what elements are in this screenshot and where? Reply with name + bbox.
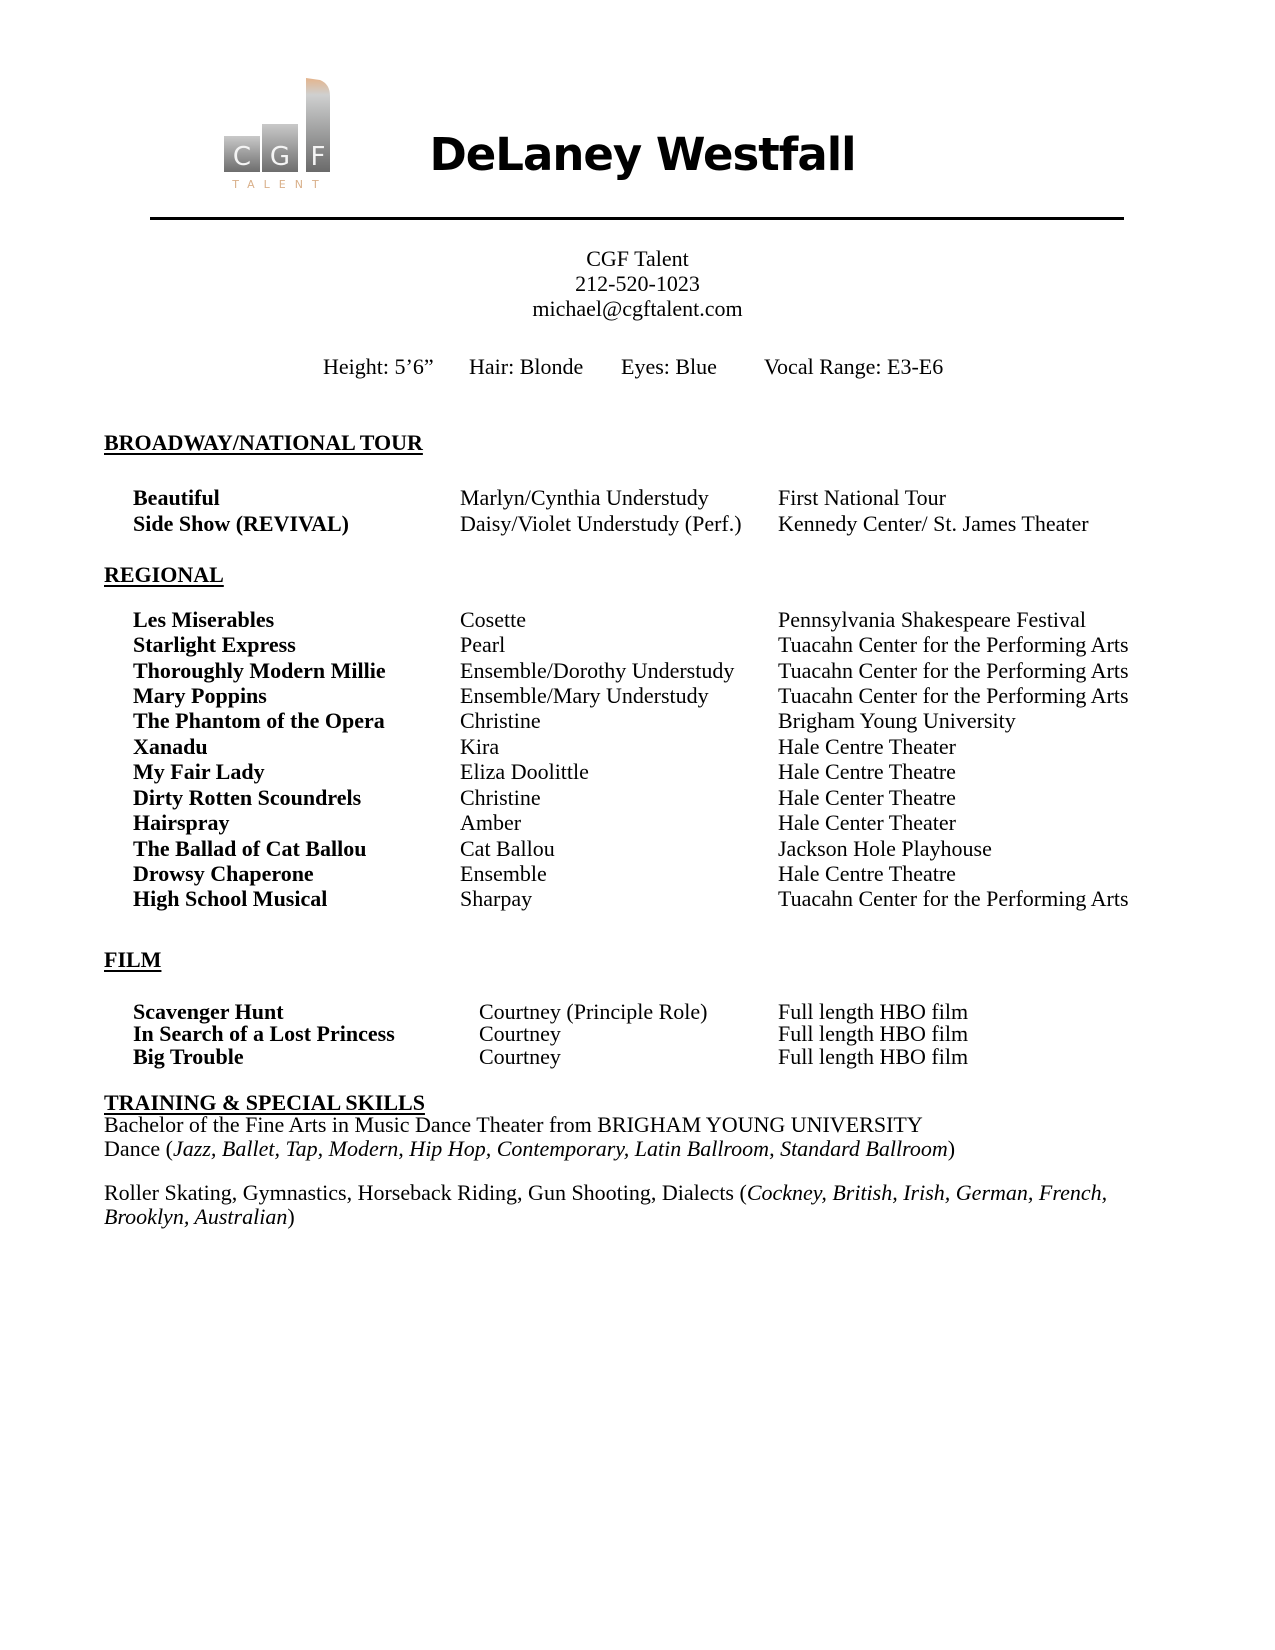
credit-show: Beautiful <box>133 485 220 510</box>
credit-show: Thoroughly Modern Millie <box>133 658 386 683</box>
credit-show: Xanadu <box>133 734 208 759</box>
credit-venue: Jackson Hole Playhouse <box>778 836 992 861</box>
special-skills: Roller Skating, Gymnastics, Horseback Riding, Gun Shooting, Dialects (Cockney, British, Irish, German, French, Brooklyn, Australian) <box>104 1180 1108 1229</box>
credit-venue: Full length HBO film <box>778 999 969 1024</box>
credit-role: Marlyn/Cynthia Understudy <box>460 485 709 510</box>
stat-eyes: Eyes: Blue <box>621 354 717 379</box>
credit-role: Courtney <box>479 1021 561 1046</box>
credit-venue: Brigham Young University <box>778 708 1016 733</box>
credit-row <box>0 632 1275 658</box>
dance-styles: Jazz, Ballet, Tap, Modern, Hip Hop, Contemporary, Latin Ballroom, Standard Ballroom <box>173 1136 948 1161</box>
agency-email: michael@cgftalent.com <box>532 296 743 321</box>
credit-role: Christine <box>460 785 541 810</box>
credit-role: Courtney <box>479 1044 561 1069</box>
credit-role: Ensemble <box>460 861 547 886</box>
credit-show: Hairspray <box>133 810 230 835</box>
credit-venue: Full length HBO film <box>778 1021 969 1046</box>
credit-venue: First National Tour <box>778 485 946 510</box>
credit-venue: Kennedy Center/ St. James Theater <box>778 511 1089 536</box>
credit-venue: Tuacahn Center for the Performing Arts <box>778 632 1129 657</box>
credit-role: Ensemble/Dorothy Understudy <box>460 658 735 683</box>
credit-row <box>0 734 1275 760</box>
section-heading-film: FILM <box>104 947 162 972</box>
stat-vocal-range: Vocal Range: E3-E6 <box>764 354 944 379</box>
credit-venue: Tuacahn Center for the Performing Arts <box>778 683 1129 708</box>
credit-role: Kira <box>460 734 500 759</box>
dialects-list: Cockney, British, Irish, German, French, Brooklyn, Australian <box>104 1180 1108 1229</box>
credit-row <box>0 861 1275 887</box>
training-dance: Dance (Jazz, Ballet, Tap, Modern, Hip Hop, Contemporary, Latin Ballroom, Standard Ballroom) <box>104 1136 956 1161</box>
credit-show: Scavenger Hunt <box>133 999 284 1024</box>
credit-row <box>0 836 1275 862</box>
credit-show: Mary Poppins <box>133 683 267 708</box>
credit-row <box>0 607 1275 633</box>
section-heading-training: TRAINING & SPECIAL SKILLS <box>104 1090 425 1115</box>
credit-role: Courtney (Principle Role) <box>479 999 708 1024</box>
agency-name: CGF Talent <box>586 246 689 271</box>
logo-letter-c: C <box>232 142 252 172</box>
credit-row <box>0 511 1275 537</box>
credit-show: In Search of a Lost Princess <box>133 1021 395 1046</box>
credit-role: Ensemble/Mary Understudy <box>460 683 709 708</box>
credit-role: Sharpay <box>460 886 533 911</box>
contact-block <box>0 246 1275 321</box>
credit-venue: Tuacahn Center for the Performing Arts <box>778 658 1129 683</box>
credit-role: Cosette <box>460 607 526 632</box>
credit-row <box>0 785 1275 811</box>
credit-show: The Phantom of the Opera <box>133 708 385 733</box>
credit-show: Starlight Express <box>133 632 296 657</box>
header-divider <box>150 217 1124 220</box>
credit-show: The Ballad of Cat Ballou <box>133 836 367 861</box>
credit-venue: Hale Center Theater <box>778 810 956 835</box>
credit-role: Christine <box>460 708 541 733</box>
logo-letter-g: G <box>269 142 291 172</box>
credit-show: Les Miserables <box>133 607 275 632</box>
credit-venue: Pennsylvania Shakespeare Festival <box>778 607 1086 632</box>
credit-row <box>0 810 1275 836</box>
credit-show: Dirty Rotten Scoundrels <box>133 785 362 810</box>
logo-subtitle: TALENT <box>232 178 328 191</box>
credit-show: Side Show (REVIVAL) <box>133 511 349 536</box>
credit-row <box>0 708 1275 734</box>
credit-row <box>0 485 1275 511</box>
credit-venue: Full length HBO film <box>778 1044 969 1069</box>
credit-role: Eliza Doolittle <box>460 759 589 784</box>
credit-show: Big Trouble <box>133 1044 244 1069</box>
credit-venue: Hale Center Theatre <box>778 785 956 810</box>
section-heading-broadway: BROADWAY/NATIONAL TOUR <box>104 430 423 455</box>
credit-row <box>0 683 1275 709</box>
logo-letter-f: F <box>310 142 326 172</box>
credit-row <box>0 658 1275 684</box>
credit-show: My Fair Lady <box>133 759 265 784</box>
credit-venue: Tuacahn Center for the Performing Arts <box>778 886 1129 911</box>
credit-role: Daisy/Violet Understudy (Perf.) <box>460 511 742 536</box>
credit-show: High School Musical <box>133 886 328 911</box>
credit-role: Cat Ballou <box>460 836 555 861</box>
credit-role: Amber <box>460 810 522 835</box>
section-heading-regional: REGIONAL <box>104 562 224 587</box>
credit-row <box>0 759 1275 785</box>
training-degree: Bachelor of the Fine Arts in Music Dance Theater from BRIGHAM YOUNG UNIVERSITY <box>104 1112 923 1137</box>
credit-venue: Hale Centre Theatre <box>778 759 956 784</box>
credit-role: Pearl <box>460 632 506 657</box>
stat-height: Height: 5’6” <box>323 354 434 379</box>
agency-phone: 212-520-1023 <box>575 271 700 296</box>
credit-show: Drowsy Chaperone <box>133 861 314 886</box>
training-details <box>104 1113 1164 1161</box>
stat-hair: Hair: Blonde <box>469 354 584 379</box>
credit-venue: Hale Centre Theater <box>778 734 956 759</box>
credit-venue: Hale Centre Theatre <box>778 861 956 886</box>
credit-row <box>0 1044 1275 1070</box>
actor-name: DeLaney Westfall <box>429 128 856 181</box>
credit-row <box>0 886 1275 912</box>
